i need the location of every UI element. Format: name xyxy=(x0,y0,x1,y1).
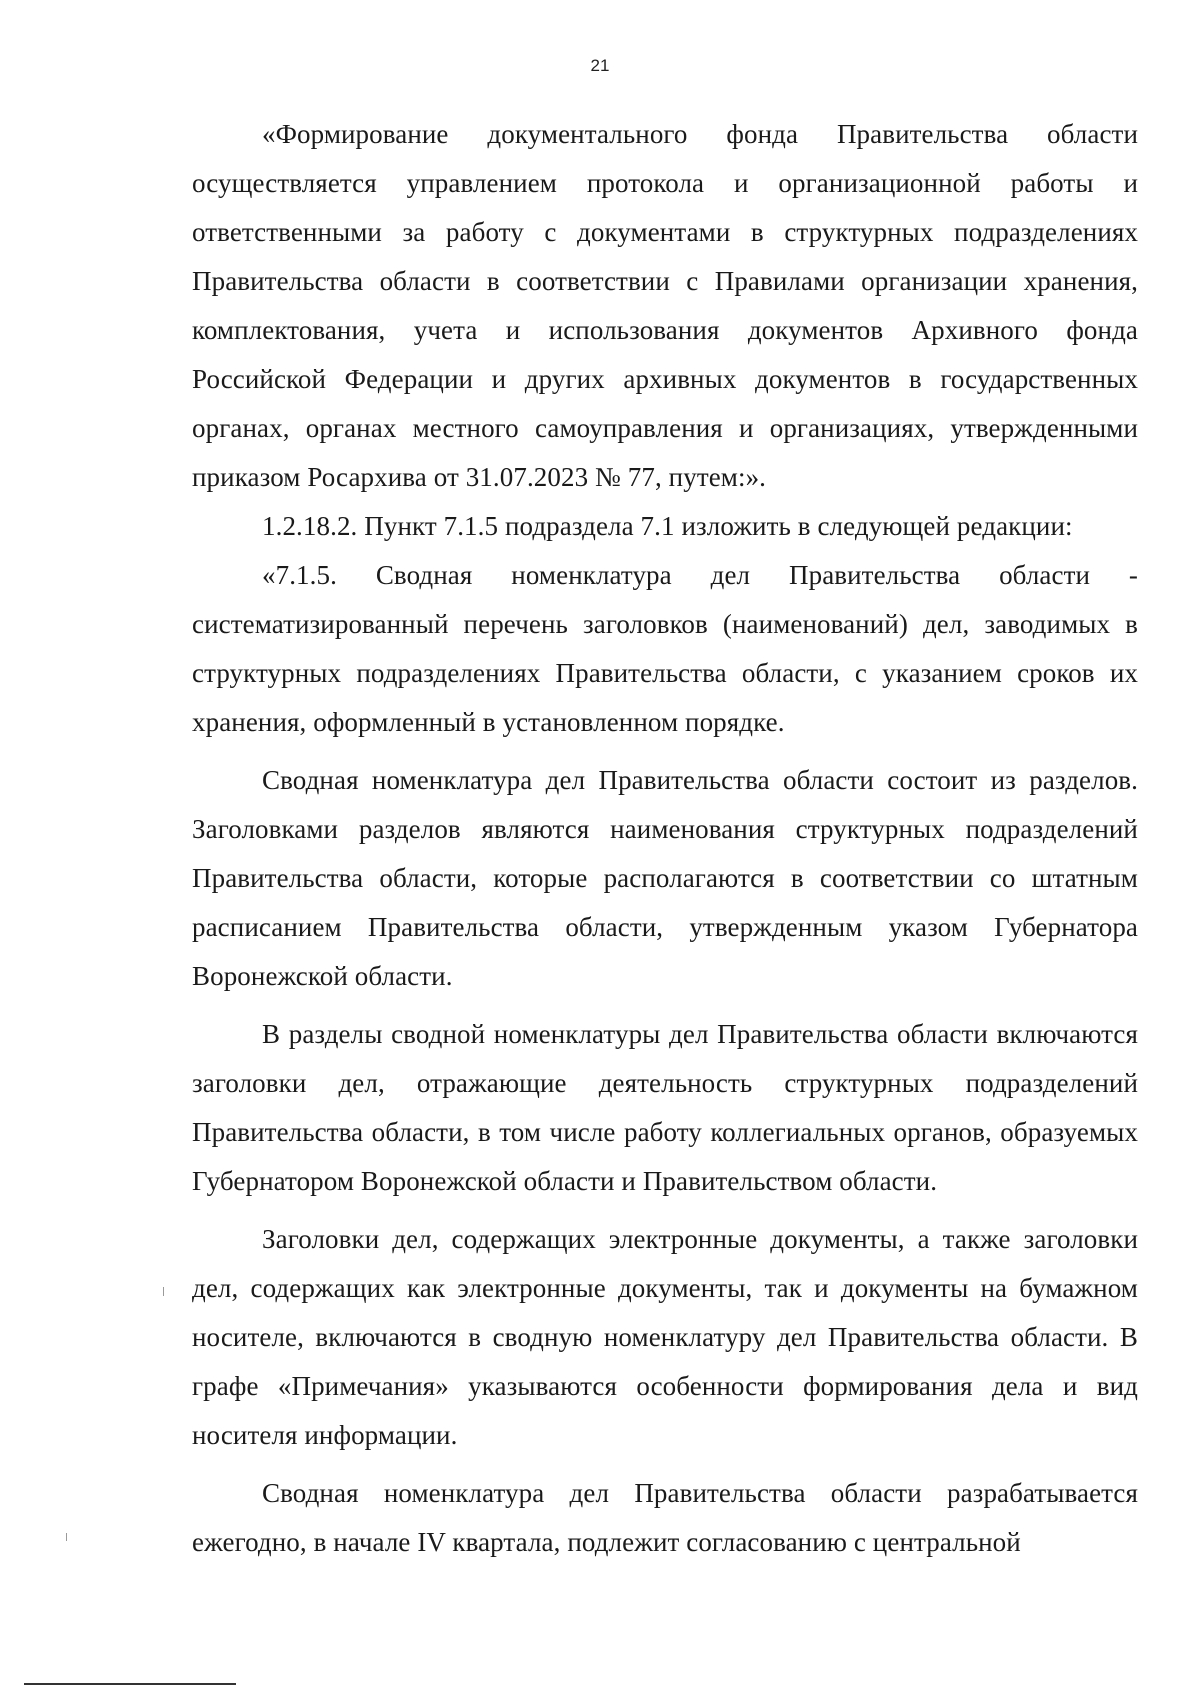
paragraph-sections-content: В разделы сводной номенклатуры дел Правительства области включаются заголовки дел, отражающие деятельность структурных подразделений Правительства области, в том числе работу коллегиальных органов, образуемых Губернатором Воронежской области и Правительством области. xyxy=(192,1019,1138,1196)
paragraph-electronic-documents: Заголовки дел, содержащих электронные документы, а также заголовки дел, содержащих как электронные документы, так и документы на бумажном носителе, включаются в сводную номенклатуру дел Правительства области. В графе «Примечания» указываются особенности формирования дела и вид носителя информации. xyxy=(192,1224,1138,1450)
paragraph-fund-formation: «Формирование документального фонда Правительства области осуществляется управлением протокола и организационной работы и ответственными за работу с документами в структурных подразделениях Правительства области в соответствии с Правилами организации хранения, комплектования, учета и использования документов Архивного фонда Российской Федерации и других архивных документов в государственных органах, органах местного самоуправления и организациях, утвержденными приказом Росархива от 31.07.2023 № 77, путем:». xyxy=(192,119,1138,492)
document-body xyxy=(192,110,1138,1567)
paragraph-7-1-5-definition: «7.1.5. Сводная номенклатура дел Правительства области - систематизированный перечень заголовков (наименований) дел, заводимых в структурных подразделениях Правительства области, с указанием сроков их хранения, оформленный в установленном порядке. xyxy=(192,560,1138,737)
page-number: 21 xyxy=(590,56,610,75)
paragraph-amendment-clause: 1.2.18.2. Пункт 7.1.5 подраздела 7.1 изложить в следующей редакции: xyxy=(262,511,1073,541)
paragraph-annual-development: Сводная номенклатура дел Правительства области разрабатывается ежегодно, в начале IV квартала, подлежит согласованию с центральной xyxy=(192,1478,1138,1557)
paragraph-sections-structure: Сводная номенклатура дел Правительства области состоит из разделов. Заголовками разделов являются наименования структурных подразделений Правительства области, которые располагаются в соответствии со штатным расписанием Правительства области, утвержденным указом Губернатора Воронежской области. xyxy=(192,765,1138,991)
footer-rule xyxy=(24,1683,236,1685)
scan-mark xyxy=(163,1287,164,1296)
scan-mark xyxy=(66,1533,67,1541)
